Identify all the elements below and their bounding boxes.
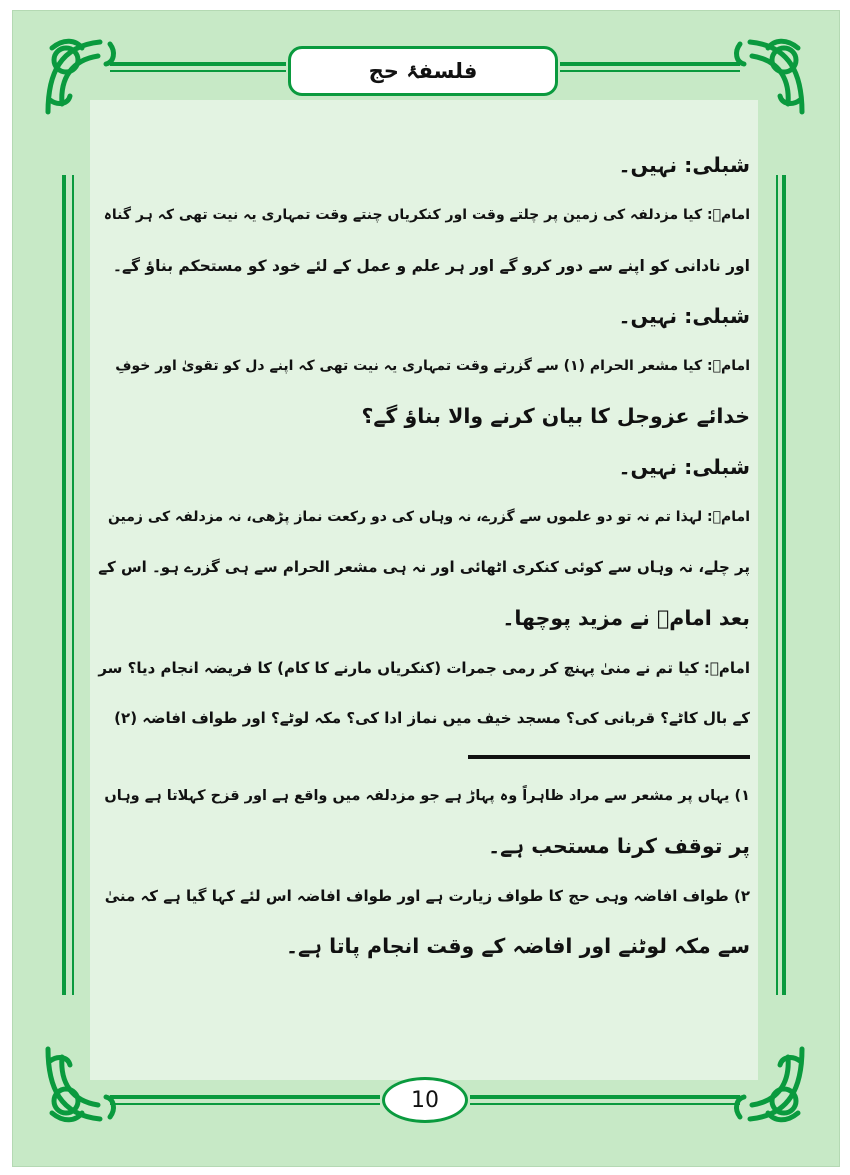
text-line: امامؑ: کیا مشعر الحرام (۱) سے گزرتے وقت تمہاری یہ نیت تھی کہ اپنے دل کو تقویٰ اور خوفِ [115, 358, 750, 375]
frame-left-line [72, 175, 74, 995]
text-line: خدائے عزوجل کا بیان کرنے والا بناؤ گے؟ [361, 404, 750, 429]
main-text [96, 140, 750, 971]
text-line: شبلی: نہیں۔ [618, 153, 750, 177]
frame-left-line [62, 175, 66, 995]
frame-bottom-line [470, 1103, 740, 1105]
footnote-line: پر توقف کرنا مستحب ہے۔ [488, 833, 750, 858]
page-number-badge [382, 1077, 468, 1123]
footnote-separator [468, 755, 750, 759]
frame-bottom-line [110, 1095, 380, 1099]
frame-bottom-line [470, 1095, 740, 1099]
floral-corner-icon [728, 34, 810, 116]
text-line: امامؑ: لہذا تم نہ تو دو علموں سے گزرے، نہ وہاں کی دو رکعت نماز پڑھی، نہ مزدلفہ کی زمین [107, 509, 750, 526]
frame-right-line [776, 175, 778, 995]
text-line: شبلی: نہیں۔ [618, 454, 750, 479]
floral-corner-icon [40, 34, 122, 116]
frame-bottom-line [110, 1103, 380, 1105]
frame-top-line [560, 62, 740, 66]
footnote-line: سے مکہ لوٹنے اور افاضہ کے وقت انجام پاتا ہے۔ [285, 933, 750, 958]
floral-corner-icon [728, 1045, 810, 1127]
frame-top-line [110, 70, 286, 72]
page-number: 10 [411, 1087, 439, 1113]
text-line: بعد امامؑ نے مزید پوچھا۔ [502, 605, 750, 630]
frame-right-line [782, 175, 786, 995]
floral-corner-icon [40, 1045, 122, 1127]
text-line: اور نادانی کو اپنے سے دور کرو گے اور ہر علم و عمل کے لئے خود کو مستحکم بناؤ گے۔ [112, 256, 750, 275]
page-header-title: فلسفۂ حج [368, 59, 478, 83]
footnote-line: ۱) یہاں پر مشعر سے مراد ظاہراً وہ پہاڑ ہے جو مزدلفہ میں واقع ہے اور قزح کہلاتا ہے وہاں [104, 787, 750, 804]
frame-top-line [110, 62, 286, 66]
text-line: کے بال کاٹے؟ قربانی کی؟ مسجد خیف میں نماز ادا کی؟ مکہ لوٹے؟ اور طواف افاضہ (۲) [114, 709, 750, 728]
page-header-label [288, 46, 558, 96]
text-line: امامؑ: کیا مزدلفہ کی زمین پر چلتے وقت اور کنکریاں چنتے وقت تمہاری یہ نیت تھی کہ ہر گناہ [103, 207, 750, 224]
frame-top-line [560, 70, 740, 72]
footnote-line: ۲) طواف افاضہ وہی حج کا طواف زیارت ہے اور طواف افاضہ اس لئے کہا گیا ہے کہ منیٰ [104, 886, 750, 905]
text-line: امامؑ: کیا تم نے منیٰ پہنچ کر رمی جمرات (کنکریاں مارنے کا کام) کا فریضہ انجام دیا؟ سر [98, 658, 750, 677]
text-line: پر چلے، نہ وہاں سے کوئی کنکری اٹھائی اور نہ ہی مشعر الحرام سے ہی گزرے ہو۔ اس کے [98, 558, 750, 577]
text-line: شبلی: نہیں۔ [618, 303, 750, 328]
